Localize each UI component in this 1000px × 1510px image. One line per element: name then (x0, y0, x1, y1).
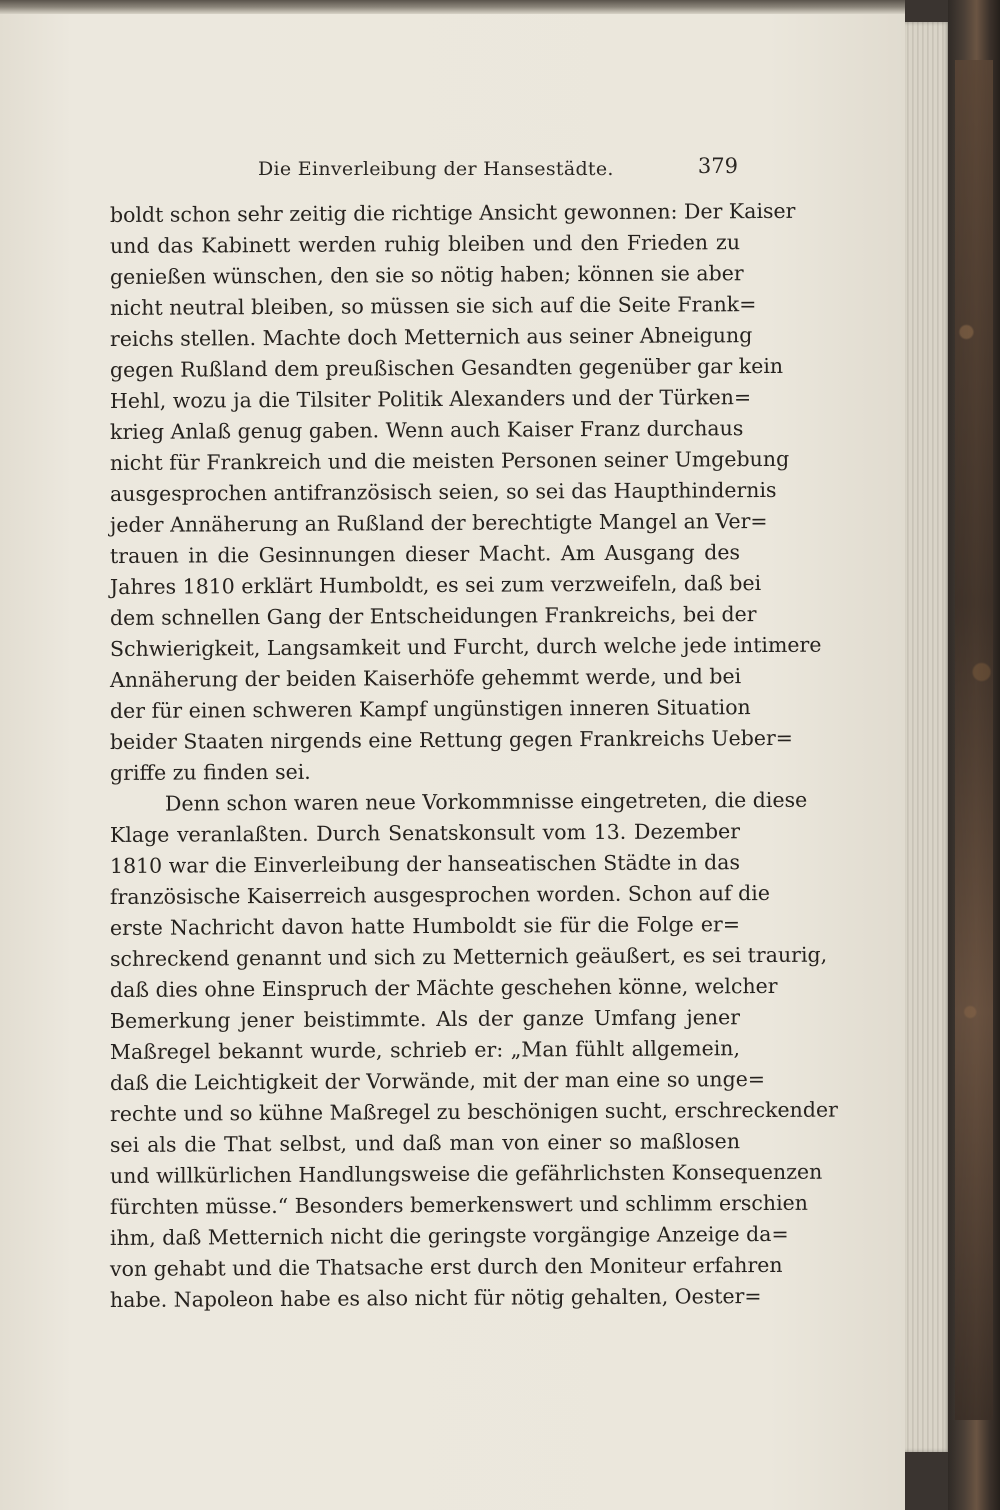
text-line: schreckend genannt und sich zu Metternich geäußert, es sei traurig, (109, 942, 828, 971)
text-line: Klage veranlaßten. Durch Senatskonsult vom 13. Dezember (109, 819, 741, 847)
text-line: der für einen schweren Kampf ungünstigen inneren Situation (109, 695, 751, 723)
page-number: 379 (697, 154, 738, 178)
text-line: gegen Rußland dem preußischen Gesandten gegenüber gar kein (109, 353, 784, 382)
page-edges (905, 22, 950, 1452)
paragraph-1 (109, 198, 822, 789)
marbled-cover-edge (955, 60, 993, 1420)
text-line: Denn schon waren neue Vorkommnisse eingetreten, die diese (164, 787, 808, 816)
text-line: nicht neutral bleiben, so müssen sie sich auf die Seite Frank= (109, 292, 757, 320)
text-line: trauen in die Gesinnungen dieser Macht. Am Ausgang des (109, 540, 741, 568)
text-line: und willkürlichen Handlungsweise die gefährlichsten Konsequenzen (109, 1159, 823, 1188)
text-line: habe. Napoleon habe es also nicht für nötig gehalten, Oester= (109, 1284, 762, 1312)
text-line: genießen wünschen, den sie so nötig haben; können sie aber (109, 261, 744, 289)
text-line: jeder Annäherung an Rußland der berechtigte Mangel an Ver= (109, 508, 768, 537)
text-line: krieg Anlaß genug gaben. Wenn auch Kaiser Franz durchaus (109, 416, 744, 444)
text-line: rechte und so kühne Maßregel zu beschönigen sucht, erschreckender (109, 1097, 838, 1126)
body-text (109, 198, 838, 1316)
text-line: Schwierigkeit, Langsamkeit und Furcht, durch welche jede intimere (109, 632, 822, 661)
text-line: erste Nachricht davon hatte Humboldt sie für die Folge er= (109, 912, 741, 940)
text-line: und das Kabinett werden ruhig bleiben und den Frieden zu (109, 230, 741, 258)
text-line: dem schnellen Gang der Entscheidungen Frankreichs, bei der (109, 602, 757, 630)
text-line: von gehabt und die Thatsache erst durch den Moniteur erfahren (109, 1252, 783, 1281)
text-line: boldt schon sehr zeitig die richtige Ansicht gewonnen: Der Kaiser (109, 198, 796, 227)
text-line: Annäherung der beiden Kaiserhöfe gehemmt werde, und bei (109, 664, 742, 692)
text-line: daß die Leichtigkeit der Vorwände, mit der man eine so unge= (109, 1066, 766, 1095)
running-head: Die Einverleibung der Hansestädte. (258, 158, 614, 180)
text-line: sei als die That selbst, und daß man von einer so maßlosen (109, 1129, 741, 1157)
text-line: Maßregel bekannt wurde, schrieb er: „Man fühlt allgemein, (109, 1036, 741, 1064)
text-line: griffe zu finden sei. (109, 759, 311, 785)
paragraph-2 (109, 787, 838, 1316)
text-line: Bemerkung jener beistimmte. Als der ganze Umfang jener (109, 1005, 741, 1033)
text-line: nicht für Frankreich und die meisten Personen seiner Umgebung (109, 446, 790, 475)
text-line: französische Kaiserreich ausgesprochen worden. Schon auf die (109, 880, 771, 909)
text-line: ihm, daß Metternich nicht die geringste vorgängige Anzeige da= (109, 1221, 789, 1250)
text-line: 1810 war die Einverleibung der hanseatischen Städte in das (109, 850, 741, 878)
page-header (258, 154, 738, 188)
text-line: Hehl, wozu ja die Tilsiter Politik Alexanders und der Türken= (109, 385, 752, 413)
text-line: ausgesprochen antifranzösisch seien, so sei das Haupthindernis (109, 477, 777, 506)
text-line: daß dies ohne Einspruch der Mächte geschehen könne, welcher (109, 973, 778, 1002)
text-line: beider Staaten nirgends eine Rettung gegen Frankreichs Ueber= (109, 725, 794, 754)
text-line: reichs stellen. Machte doch Metternich aus seiner Abneigung (109, 323, 753, 351)
page-top-edge (0, 0, 905, 14)
text-line: Jahres 1810 erklärt Humboldt, es sei zum verzweifeln, daß bei (109, 571, 762, 599)
text-line: fürchten müsse.“ Besonders bemerkenswert und schlimm erschien (109, 1190, 809, 1219)
